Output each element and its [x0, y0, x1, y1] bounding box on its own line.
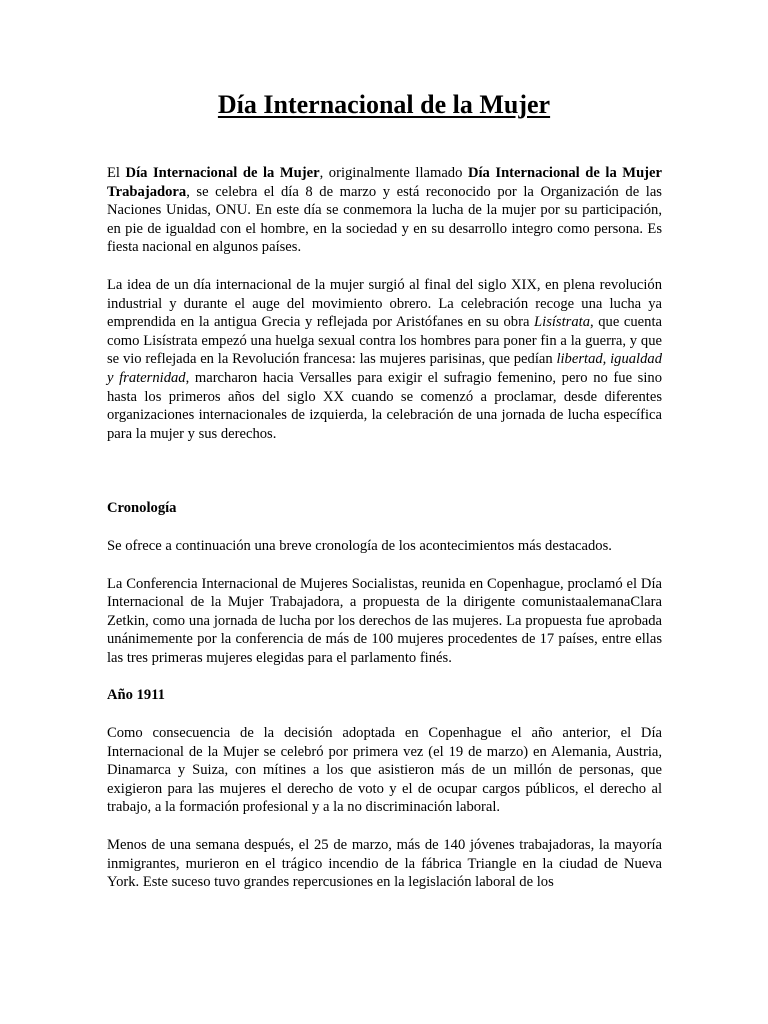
page-title: Día Internacional de la Mujer	[217, 90, 551, 119]
intro-bold-2: Día Internacional de la Mujer Trabajadora	[107, 165, 663, 200]
year-1911-paragraph-1: Como consecuencia de la decisión adoptada en Copenhague el año anterior, el Día Internacional de la Mujer se celebró por primera vez (el 19 de marzo) en Alemania, Austria, Dinamarca y Suiza, con mítines a los que asistieron más de un millón de personas, que exigieron para las mujeres el derecho de voto y el de ocupar cargos públicos, el derecho al trabajo, a la formación profesional y a la no discriminación laboral.	[107, 725, 662, 816]
intro-text-1: El	[107, 165, 126, 181]
origin-paragraph	[107, 276, 662, 443]
origin-text-2: , que cuenta como Lisístrata empezó una huelga sexual contra los hombres para poner fin a la guerra, y que se vio reflejada en la Revolución francesa: las mujeres parisinas, que pedían	[107, 314, 662, 368]
origin-italic-2: libertad, igualdad y fraternidad	[107, 351, 662, 386]
cronologia-heading: Cronología	[107, 500, 177, 517]
intro-paragraph	[107, 164, 662, 257]
intro-bold-1: Día Internacional de la Mujer	[125, 165, 320, 181]
origin-text-3: , marcharon hacia Versalles para exigir el sufragio femenino, pero no fue sino hasta los primeros años del siglo XX cuando se comenzó a proclamar, desde diferentes organizaciones internacionales de izquierda, la celebración de una jornada de lucha específica para la mujer y sus derechos.	[107, 369, 662, 442]
intro-text-2: , originalmente llamado	[319, 165, 468, 181]
conferencia-paragraph: La Conferencia Internacional de Mujeres Socialistas, reunida en Copenhague, proclamó el Día Internacional de la Mujer Trabajadora, a propuesta de la dirigente comunistaalemanaClara Zetkin, como una jornada de lucha por los derechos de las mujeres. La propuesta fue aprobada unánimemente por la conferencia de más de 100 mujeres procedentes de 17 países, entre ellas las tres primeras mujeres elegidas para el parlamento finés.	[107, 575, 662, 666]
origin-text-1: La idea de un día internacional de la mujer surgió al final del siglo XIX, en plena revolución industrial y durante el auge del movimiento obrero. La celebración recoge una lucha ya emprendida en la antigua Grecia y reflejada por Aristófanes en su obra	[107, 276, 662, 331]
intro-text-3: , se celebra el día 8 de marzo y está reconocido por la Organización de las Naciones Unidas, ONU. En este día se conmemora la lucha de la mujer por su participación, en pie de igualdad con el hombre, en la sociedad y en su desarrollo integro como persona. Es fiesta nacional en algunos países.	[107, 183, 662, 256]
document-body	[107, 164, 662, 892]
cronologia-intro: Se ofrece a continuación una breve cronología de los acontecimientos más destacados.	[107, 537, 612, 554]
origin-italic-1: Lisístrata	[534, 314, 590, 331]
year-1911-heading: Año 1911	[107, 687, 165, 704]
year-1911-paragraph-2: Menos de una semana después, el 25 de marzo, más de 140 jóvenes trabajadoras, la mayoría inmigrantes, murieron en el trágico incendio de la fábrica Triangle en la ciudad de Nueva York. Este suceso tuvo grandes repercusiones en la legislación laboral de los	[107, 837, 662, 891]
